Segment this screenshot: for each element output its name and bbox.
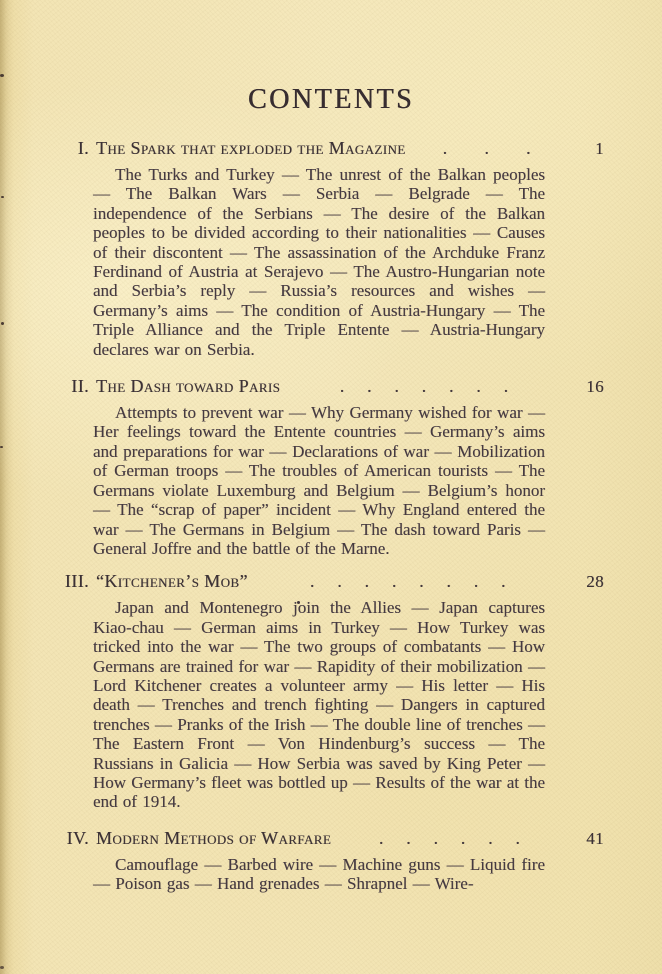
toc-entry-4 — [55, 827, 604, 894]
chapter-numeral: II. — [71, 376, 89, 397]
chapter-numeral: I. — [77, 138, 89, 158]
table-of-contents — [55, 137, 604, 894]
scan-speck — [1, 196, 4, 198]
chapter-title: Modern Methods of Warfare — [96, 827, 332, 848]
page-title: CONTENTS — [247, 84, 415, 115]
scan-speck — [0, 966, 4, 969]
chapter-summary: Japan and Montenegro join the Allies — Japan captures Kiao-chau — German aims in Turkey — How Turkey was tricked into the war — The two groups of combatants — How Germans are trained for war — Rapidity of their mobilization — Lord Kitchener creates a volunteer army — His letter — His death — Trenches and trench fighting — Dangers in captured trenches — Pranks of the Irish — The double line of trenches — The Eastern Front — Von Hindenburg’s success — The Russians in Galicia — How Serbia was saved by King Peter — How Germany’s fleet was bottled up — Results of the war at the end of 1914. — [93, 598, 546, 812]
chapter-summary: The Turks and Turkey — The unrest of the Balkan peoples — The Balkan Wars — Serbia — Belgrade — The independence of the Serbians — The desire of the Balkan peoples to be divided according to their nationalities — Causes of their discontent — The assassination of the Archduke Franz Ferdinand of Austria at Serajevo — The Austro-Hungarian note and Serbia’s reply — Russia’s resources and wishes — Germany’s aims — The condition of Austria-Hungary — The Triple Alliance and the Triple Entente — Austria-Hungary declares war on Serbia. — [93, 165, 545, 359]
gutter-shadow — [0, 0, 14, 974]
page-number: 41 — [586, 828, 604, 848]
toc-entry-heading — [55, 570, 604, 593]
scan-speck — [0, 74, 4, 77]
page-number: 16 — [586, 377, 604, 397]
toc-entry-heading — [55, 137, 604, 160]
leader-dots: . . . . . . . — [339, 376, 509, 397]
chapter-numeral: III. — [64, 571, 89, 592]
chapter-title: The Dash toward Paris — [96, 376, 281, 397]
chapter-numeral: IV. — [66, 827, 89, 848]
toc-entry-heading — [55, 375, 604, 398]
leader-dots: . . . . . . . . — [309, 571, 506, 592]
leader-dots: . . . — [442, 138, 531, 158]
chapter-summary: Attempts to prevent war — Why Germany wished for war — Her feelings toward the Entente countries — Germany’s aims and preparations for war — Declarations of war — Mobilization of German troops — The troubles of American tourists — The Germans violate Luxemburg and Belgium — Belgium’s honor — The “scrap of paper” incident — Why England entered the war — The Germans in Belgium — The dash toward Paris — General Joffre and the battle of the Marne. — [93, 403, 545, 558]
leader-dots: . . . . . . — [378, 827, 521, 848]
toc-entry-2 — [55, 375, 604, 558]
toc-entry-1 — [55, 137, 604, 359]
toc-entry-3 — [55, 570, 604, 811]
chapter-summary: Camouflage — Barbed wire — Machine guns — Liquid fire — Poison gas — Hand grenades — Shrapnel — Wire- — [93, 854, 545, 894]
toc-entry-heading — [55, 827, 604, 850]
page-number: 28 — [586, 572, 604, 592]
scan-speck — [1, 322, 4, 325]
scan-speck — [0, 446, 3, 448]
page-number: 1 — [595, 139, 604, 158]
chapter-title: The Spark that exploded the Magazine — [96, 138, 406, 158]
chapter-title: “Kitchener’s Mob” — [96, 571, 248, 592]
